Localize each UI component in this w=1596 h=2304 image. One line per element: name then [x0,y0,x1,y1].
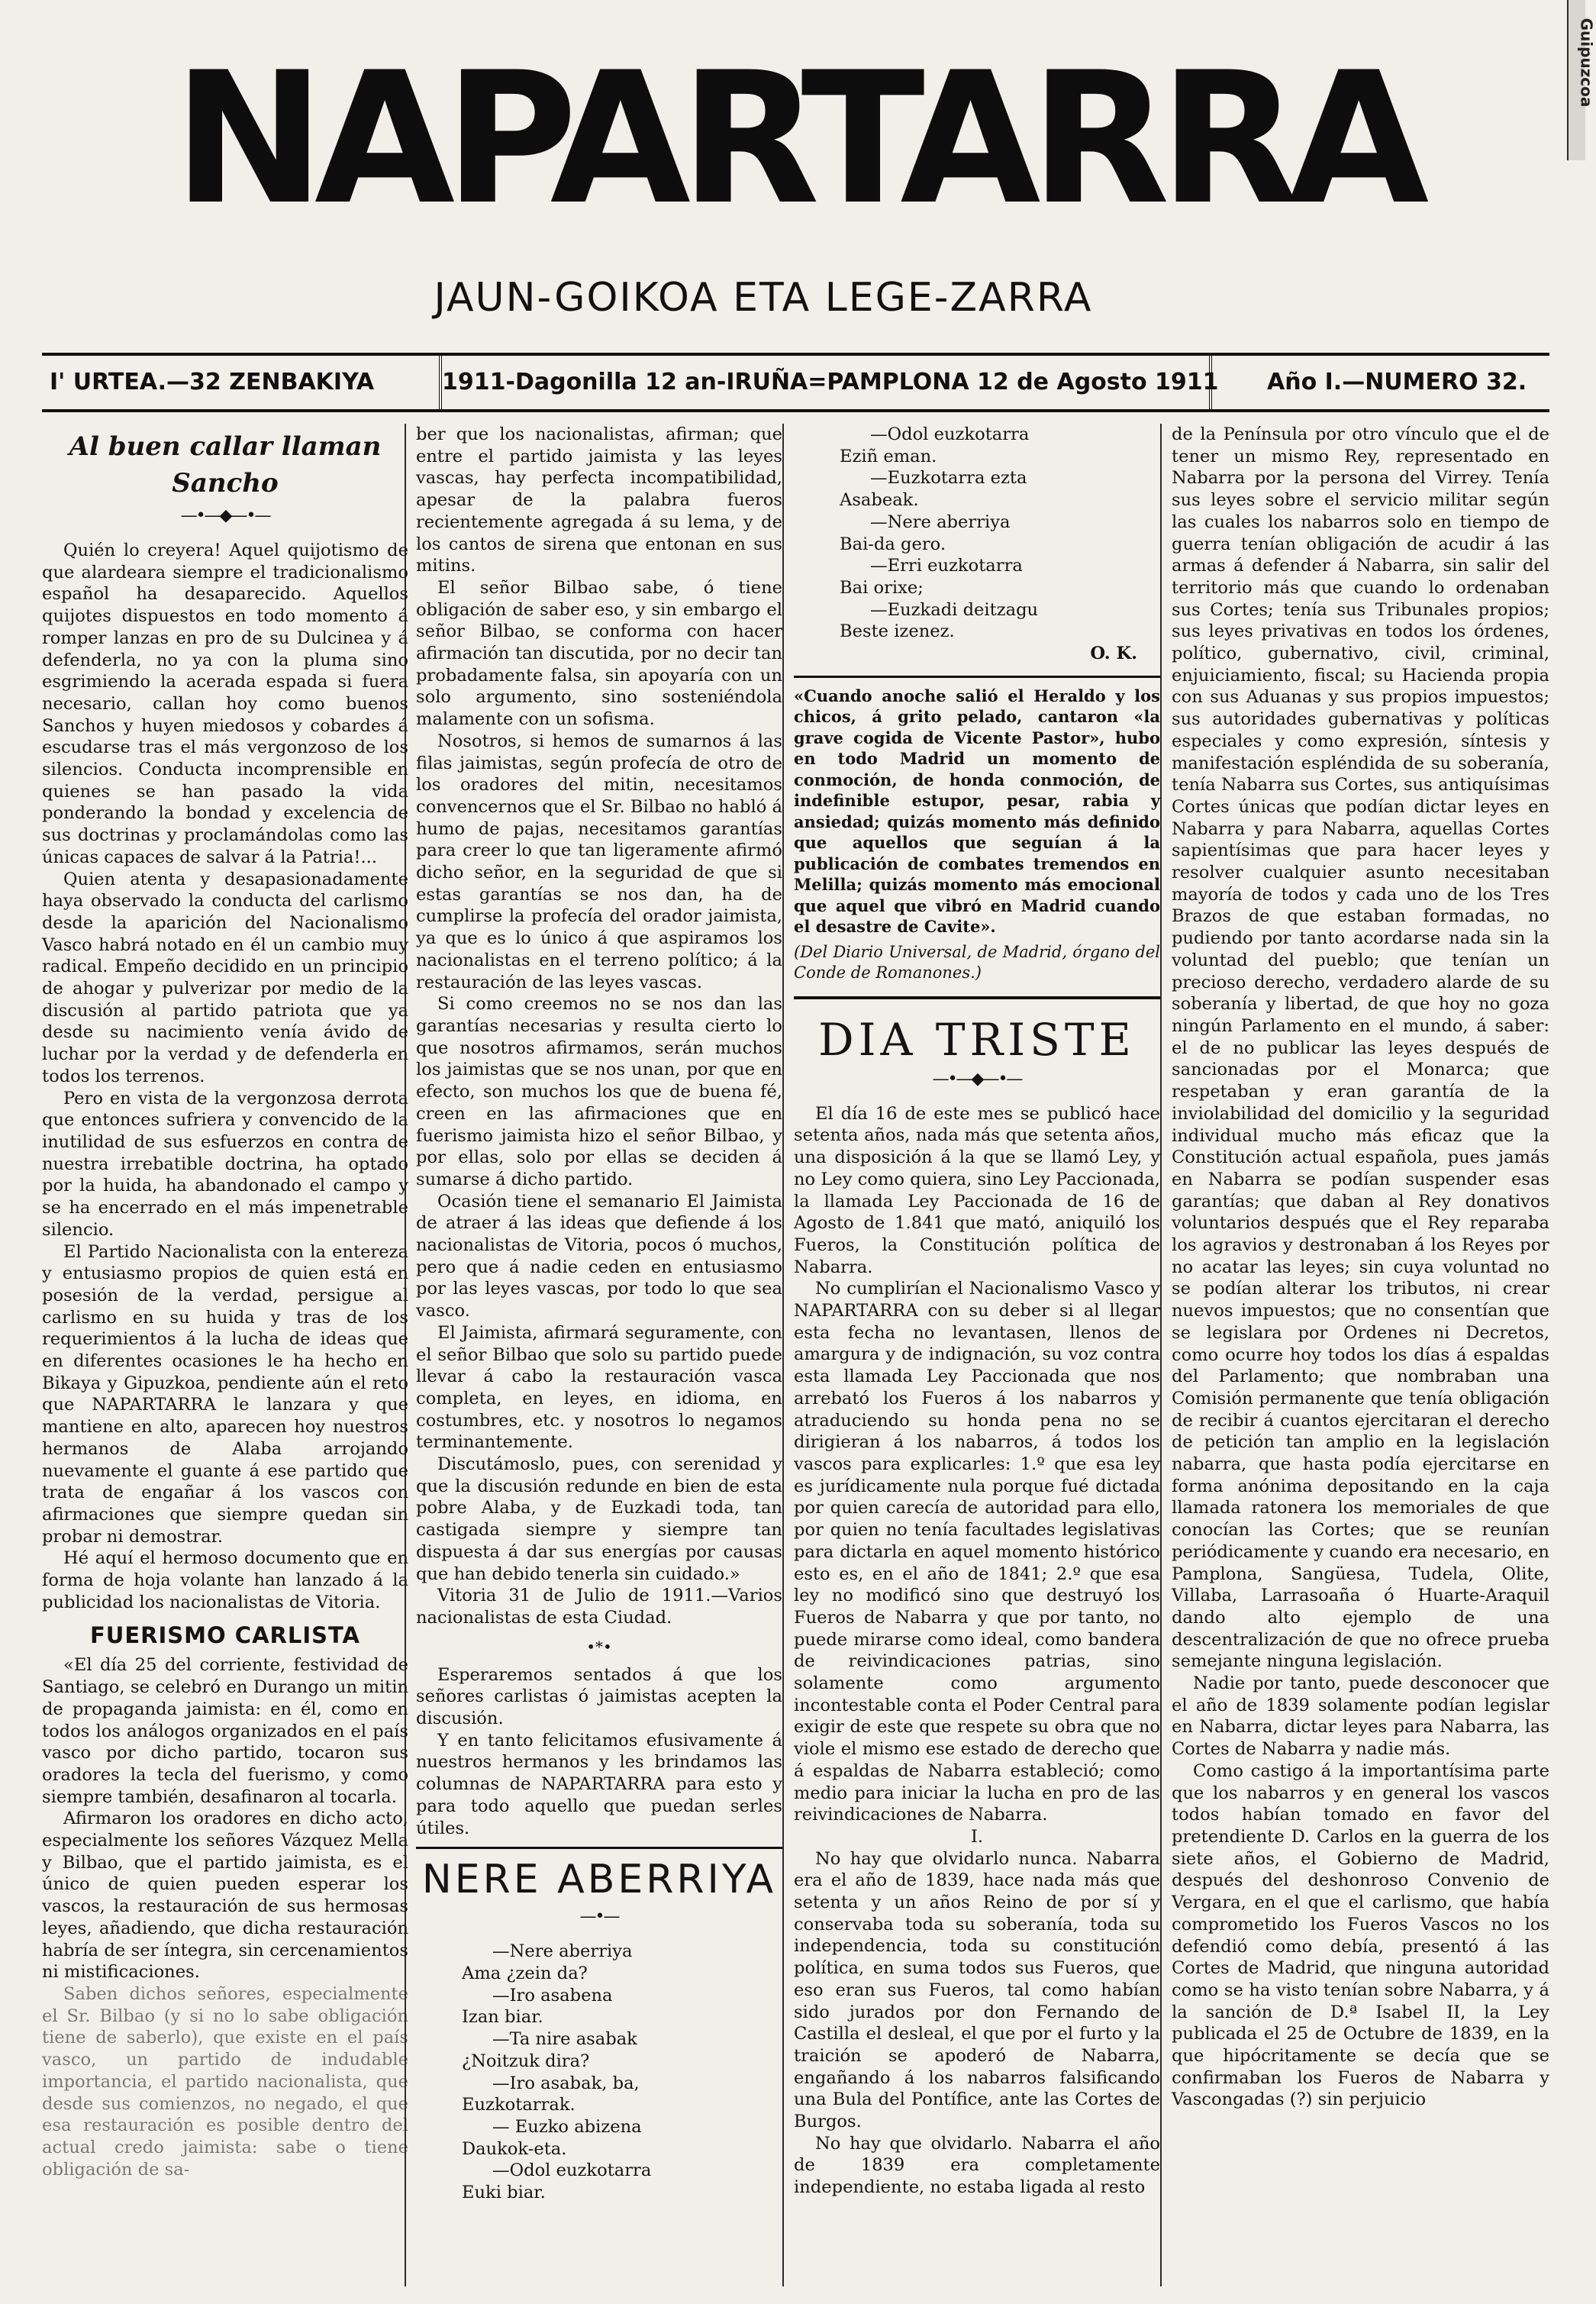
section-heading: FUERISMO CARLISTA [90,1622,360,1649]
article-paragraph: Ocasión tiene el semanario El Jaimista de atraer á las ideas que defiende á los nacionalistas de Vitoria, pocos ó muchos, pero que á nadie ceden en entusiasmo por las leyes vascas, por todo lo que sea vasco. [416,1191,782,1321]
poem-line: —Ta nire asabak [492,2029,637,2050]
column-rule [782,424,784,2286]
press-quote: «Cuando anoche salió el Heraldo y los chicos, á grito pelado, cantaron «la grave cogida de Vicente Pastor», hubo en todo Madrid un momento de conmoción, de honda conmoción, de indefinible estupor, pesar, rabia y ansiedad; quizás momento más definido que aquellos que seguían á la publicación de combates tremendos en Melilla; quizás momento más emocional que aquel que vibró en Madrid cuando el desastre de Cavite». [794,676,1160,937]
ornament-divider: —•—◆—•— [932,1069,1022,1089]
article-paragraph: Pero en vista de la vergonzosa derrota que entonces sufriera y convencido de la inutilidad de sus esfuerzos en contra de nuestra irrebatible doctrina, ha optado por la huida, ha abandonado el campo y se ha encerrado en el más impenetrable silencio. [42,1088,408,1240]
article-paragraph: El Partido Nacionalista con la entereza y entusiasmo propios de quien está en posesión de la verdad, persigue al carlismo en su huida y tras de los requerimientos á la lucha de ideas que en diferentes ocasiones le ha hecho en Bikaya y Gipuzkoa, pendiente aún el reto que NAPARTARRA le lanzara y que mantiene en alto, aparecen hoy nuestros hermanos de Alaba arrojando nuevamente el guante á ese partido que trata de engañar á los vascos con afirmaciones que siempre quedan sin probar ni demostrar. [42,1241,408,1547]
poem-line: — Euzko abizena [492,2116,642,2137]
press-quote-source: (Del Diario Universal, de Madrid, órgano del Conde de Romanones.) [794,942,1160,999]
article-paragraph: ber que los nacionalistas, afirman; que entre el partido jaimista y las leyes vascas, hay perfecta incompatibilidad, apesar de la palabra fueros recientemente agregada á su lema, y de los cantos de sirena que entonan en sus mitins. [416,424,782,576]
article-paragraph: Esperaremos sentados á que los señores carlistas ó jaimistas acepten la discusión. [416,1664,782,1729]
masthead-motto: JAUN-GOIKOA ETA LEGE-ZARRA [434,275,1093,321]
article-paragraph: de la Península por otro vínculo que el de tener un mismo Rey, representado en Nabarra por la persona del Virrey. Tenía sus leyes sobre el servicio militar según las cuales los nabarros solo en tiempo de guerra tenían obligación de acudir á las armas á defender á Nabarra, sin salir del territorio más que cuando lo ordenaban sus Cortes; tenía sus Tribunales propios; sus leyes privativas en todos los órdenes, político, gubernativo, civil, criminal, enjuiciamiento, fiscal; su Hacienda propia con sus Aduanas y sus propios impuestos; sus autoridades gubernativas y políticas especiales y como expresión, síntesis y manifestación espléndida de su soberanía, tenía Nabarra sus Cortes, sus antiquísimas Cortes únicas que podían dictar leyes en Nabarra y para Nabarra, aquellas Cortes sapientísimas que para hacer leyes y resolver cualquier asunto necesitaban mayoría de todos y cada uno de los Tres Brazos de que estaban formadas, no pudiendo por tanto acordarse nada sin la voluntad del pueblo; que tenían un precioso derecho, verdadero alarde de su soberanía y libertad, de que hoy no goza ningún Parlamento en el mundo, á saber: el de no publicar las leyes después de sancionadas por el Monarca; que respetaban y eran garantía de la inviolabilidad del domicilio y la seguridad individual mucho más eficaz que la Constitución actual española, pues jamás en Nabarra se podían suspender esas garantías; que daban al Rey donativos voluntarios después que el Rey reparaba los agravios y destronaban á los Reyes por no acatar las leyes; sin cuya voluntad no se podían alterar los tributos, ni crear nuevos impuestos; que no consentían que se legislara por Ordenes ni Decretos, como ocurre hoy todos los días á espaldas del Parlamento; que nombraban una Comisión permanente que tenía obligación de recibir á cuantos ejercitaran el derecho de petición tan amplio en la legislación nabarra, que hasta podía ejercitarse en forma anónima depositando en la caja llamada ratonera los memoriales de que conocían las Cortes; que se reunían periódicamente y cuando era necesario, en Pamplona, Sangüesa, Tudela, Olite, Villaba, Larrasoaña ó Huarte-Araquil dando alto ejemplo de una descentralización de que no ofrece prueba semejante ninguna legislación. [1172,424,1549,1672]
poem-title: NERE ABERRIYA [416,1847,782,1904]
poem-line: Izan biar. [462,2007,543,2028]
article-paragraph: Quien atenta y desapasionadamente haya observado la conducta del carlismo desde la aparición del Nacionalismo Vasco habrá notado en él un cambio muy radical. Empeño decidido en un principio de ahogar y pulverizar por medio de la discusión al partido patriota que ya desde su nacimiento venía ávido de luchar por la verdad y de defenderla en todos los terrenos. [42,869,408,1086]
article-paragraph: Hé aquí el hermoso documento que en forma de hoja volante han lanzado á la publicidad los nacionalistas de Vitoria. [42,1548,408,1612]
poem-line: Bai orixe; [840,577,924,598]
article-paragraph: Si como creemos no se nos dan las garantías necesarias y resulta cierto lo que nosotros afirmamos, serán muchos los jaimistas que se nos unan, por que en efecto, son muchos los que de buena fé, creen en las afirmaciones que en fuerismo jaimista hizo el señor Bilbao, y por ellas, solo por ellas se deciden á sumarse á dicho partido. [416,994,782,1189]
column-2 [416,424,782,2286]
poem-line: Euzkotarrak. [462,2095,576,2115]
issue-year-number-spanish: Año I.—NUMERO 32. [1267,369,1527,395]
article-paragraph: El señor Bilbao sabe, ó tiene obligación de saber eso, y sin embargo el señor Bilbao, se conforma con hacer afirmación tan discutida, por no decir tan probadamente falsa, sin apoyaría con un solo argumento, sino sosteniéndola malamente con un sofisma. [416,577,782,730]
poem-body [794,424,1160,643]
poem-line: —Odol euzkotarra [870,424,1030,444]
poem-line: —Euzkotarra ezta [870,468,1027,489]
issue-year-number-basque: I' URTEA.—32 ZENBAKIYA [50,369,375,395]
article-title: Al buen callar llaman Sancho [69,431,382,499]
article-paragraph: Discutámoslo, pues, con serenidad y que la discusión redunde en bien de esta pobre Alaba, y de Euzkadi toda, tan castigada siempre y siempre tan dispuesta á dar sus energías por causas que han debido tenerla sin cuidado.» [416,1454,782,1584]
article-paragraph: No cumplirían el Nacionalismo Vasco y NAPARTARRA con su deber si al llegar esta fecha no levantasen, llenos de amargura y de indignación, su voz contra esta llamada Ley Paccionada que nos arrebató los Fueros á los nabarros y atraduciendo su honda pena no se dirigieran á los nabarros, á todos los vascos para explicarles: 1.º que esa ley es jurídicamente nula porque fué dictada por quien carecía de autoridad para ello, por quien no tenía facultades legislativas para dictarla en aquel momento histórico esto es, en el año de 1841; 2.º que esa ley no modificó sino que destruyó los Fueros de Nabarra y que por tanto, no puede mirarse como ideal, como bandera de reivindicaciones patrias, sino solamente como argumento incontestable conta el Poder Central para exigir de este que respete su obra que no viole el mismo ese estado de derecho que á espaldas de Nabarra estableció; como medio para iniciar la lucha en pro de las reivindicaciones de Nabarra. [794,1279,1160,1825]
poem-line: ¿Noitzuk dira? [462,2051,590,2071]
archive-tab [1567,0,1596,160]
article-paragraph: Nadie por tanto, puede desconocer que el año de 1839 solamente podían legislar en Nabarra, dictar leyes para Nabarra, las Cortes de Nabarra y nadie más. [1172,1673,1549,1760]
poem-line: Bai-da gero. [840,534,946,554]
poem-line: Daukok-eta. [462,2138,567,2159]
column-4 [1172,424,1549,2286]
section-number: I. [970,1826,984,1847]
article-signature: Vitoria 31 de Julio de 1911.—Varios nacionalistas de esta Ciudad. [416,1586,782,1628]
poem-line: Asabeak. [840,490,919,511]
poem-line: Beste izenez. [840,621,955,642]
ornament-dots: •*• [586,1637,612,1656]
archive-tab-label: Guipuzcoa [1577,18,1596,108]
article-paragraph: Afirmaron los oradores en dicho acto, especialmente los señores Vázquez Mella y Bilbao, que el partido jaimista, es el único de quien pueden esperar los vascos, la restauración de sus hermosas leyes, añadiendo, que dicha restauración habría de ser íntegra, sin cercenamientos ni mistificaciones. [42,1809,408,1983]
issue-date-place: 1911-Dagonilla 12 an-IRUÑA=PAMPLONA 12 de Agosto 1911 [439,356,1212,409]
masthead-title: NAPARTARRA [172,34,1419,245]
article-paragraph: Saben dichos señores, especialmente el Sr. Bilbao (y si no lo sabe obligación tiene de saberlo), que existe en el país vasco, un partido de indudable importancia, el partido nacionalista, que desde sus comienzos, no negado, el que esa restauración es posible dentro del actual credo jaimista: sabe o tiene obligación de sa- [42,1984,408,2180]
ornament-divider: —•— [579,1907,619,1927]
article-paragraph: No hay que olvidarlo. Nabarra el año de 1839 era completamente independiente, no estaba ligada al resto [794,2133,1160,2198]
article-paragraph: Como castigo á la importantísima parte que los nabarros y en general los vascos todos habían tomado en favor del pretendiente D. Carlos en la guerra de los siete años, el Gobierno de Madrid, después del deshonroso Convenio de Vergara, en el que el carlismo, que había comprometido los Fueros Vascos no los defendió como debía, presentó á las Cortes de Madrid, que ninguna autoridad como se ha visto tenían sobre Nabarra, y á la sanción de D.ª Isabel II, la Ley publicada el 25 de Octubre de 1839, en la que hipócritamente se decía que se confirmaban los Fueros de Nabarra y Vascongadas (?) sin perjuicio [1172,1760,1549,2110]
article-paragraph: El Jaimista, afirmará seguramente, con el señor Bilbao que solo su partido puede llevar á cabo la restauración vasca completa, en leyes, en idioma, en costumbres, etc. y nosotros lo negamos terminantemente. [416,1322,782,1453]
poem-line: Ama ¿zein da? [462,1964,588,1983]
article-paragraph: «El día 25 del corriente, festividad de Santiago, se celebró en Durango un mitin de propaganda jaimista: en él, como en todos los análogos organizados en el país vasco por dicho partido, tocaron sus oradores la tecla del fuerismo, y como siempre también, desafinaron al tocarla. [42,1655,408,1807]
poem-line: —Nere aberriya [870,511,1011,532]
article-paragraph: Nosotros, si hemos de sumarnos á las filas jaimistas, según profecía de otro de los oradores del mitin, necesitamos convencernos que el Sr. Bilbao no habló á humo de pajas, necesitamos garantías para creer lo que tan ligeramente afirmó dicho señor, en la seguridad de que si estas garantías se nos dan, ha de cumplirse la profecía del orador jaimista, ya que es lo único á que aspiramos los nacionalistas en el terreno político; á la restauración de las leyes vascas. [416,731,782,992]
article-paragraph: Y en tanto felicitamos efusivamente á nuestros hermanos y les brindamos las columnas de NAPARTARRA para esto y para todo aquello que puedan serles útiles. [416,1730,782,1838]
column-1 [42,424,408,2286]
article-paragraph: El día 16 de este mes se publicó hace setenta años, nada más que setenta años, una disposición á la que se llamó Ley, y no Ley como quiera, sino Ley Paccionada, la llamada Ley Paccionada de 16 de Agosto de 1.841 que mató, aniquiló los Fueros, la Constitución política de Nabarra. [794,1103,1160,1277]
poem-signature: O. K. [1090,644,1137,664]
poem-line: —Iro asabena [492,1985,613,2006]
column-rule [1160,424,1162,2286]
poem-line: —Euzkadi deitzagu [870,599,1039,620]
poem-line: Eziñ eman. [840,446,937,466]
poem-line: —Nere aberriya [492,1941,633,1962]
ornament-divider: —•—◆—•— [180,506,270,525]
column-3 [794,424,1160,2286]
poem-line: —Erri euzkotarra [870,556,1023,576]
poem-line: —Odol euzkotarra [492,2160,652,2181]
issue-info-bar [42,353,1549,412]
article-title: DIA TRISTE [818,1013,1136,1066]
poem-body [416,1941,782,2203]
poem-line: —Iro asabak, ba, [492,2073,640,2093]
article-paragraph: No hay que olvidarlo nunca. Nabarra era el año de 1839, hace nada más que setenta y un años Reino de por sí y conservaba toda su soberanía, toda su independencia, toda su constitución política, en suma todos sus Fueros, que eso eran sus Fueros, tal como habían sido jurados por don Fernando de Castilla el desleal, el que por el furto y la traición se apoderó de Nabarra, engañando á los nabarros falsificando una Bula del Pontífice, ante las Cortes de Burgos. [794,1848,1160,2132]
article-paragraph: Quién lo creyera! Aquel quijotismo de que alardeara siempre el tradicionalismo español ha desaparecido. Aquellos quijotes dispuestos en todo momento á romper lanzas en pro de su Dulcinea y á defenderla, no ya con la pluma sino esgrimiendo la acerada espada si fuera necesario, callan hoy como buenos Sanchos y huyen miedosos y cobardes á escudarse tras el más vergonzoso de los silencios. Conducta incomprensible en quienes se han pasado la vida ponderando la bondad y excelencia de sus doctrinas y proclamándolas como las únicas capaces de salvar á la Patria!... [42,541,408,867]
poem-line: Euki biar. [462,2183,546,2203]
